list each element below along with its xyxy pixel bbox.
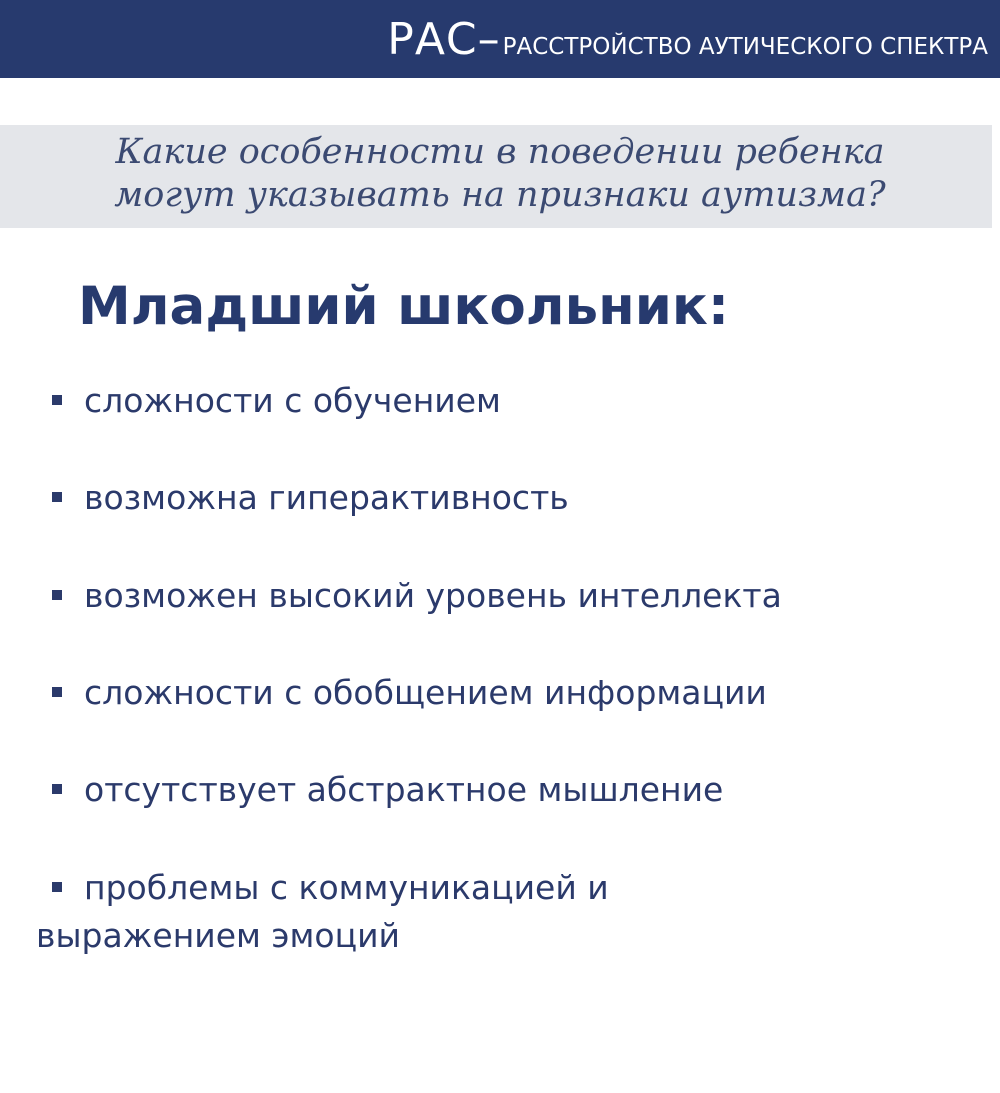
list-item-text: сложности с обучением (84, 381, 501, 420)
header-full-name: РАССТРОЙСТВО АУТИЧЕСКОГО СПЕКТРА (502, 34, 988, 60)
bullet-icon (52, 492, 62, 502)
list-item (52, 865, 609, 911)
list-item (52, 670, 767, 716)
bullet-icon (52, 590, 62, 600)
list-item (52, 767, 723, 813)
list-item-text: возможна гиперактивность (84, 478, 569, 517)
bullet-icon (52, 395, 62, 405)
bullet-icon (52, 784, 62, 794)
list-item-text: отсутствует абстрактное мышление (84, 770, 724, 809)
list-item (52, 378, 501, 424)
list-item-continuation: выражением эмоций (36, 916, 400, 955)
list-item-text: возможен высокий уровень интеллекта (84, 576, 782, 615)
list-item-text: проблемы с коммуникацией и (84, 868, 609, 907)
list-item (52, 475, 569, 521)
header-abbreviation: РАС– (387, 14, 501, 65)
list-item (52, 573, 782, 619)
bullet-icon (52, 882, 62, 892)
list-item-text: сложности с обобщением информации (84, 673, 767, 712)
question-text (0, 131, 1000, 217)
bullet-icon (52, 687, 62, 697)
question-line-1: Какие особенности в поведении ребенка (115, 132, 885, 172)
header-title (387, 14, 988, 64)
question-line-2: могут указывать на признаки аутизма? (114, 175, 886, 215)
section-heading: Младший школьник: (78, 276, 730, 337)
